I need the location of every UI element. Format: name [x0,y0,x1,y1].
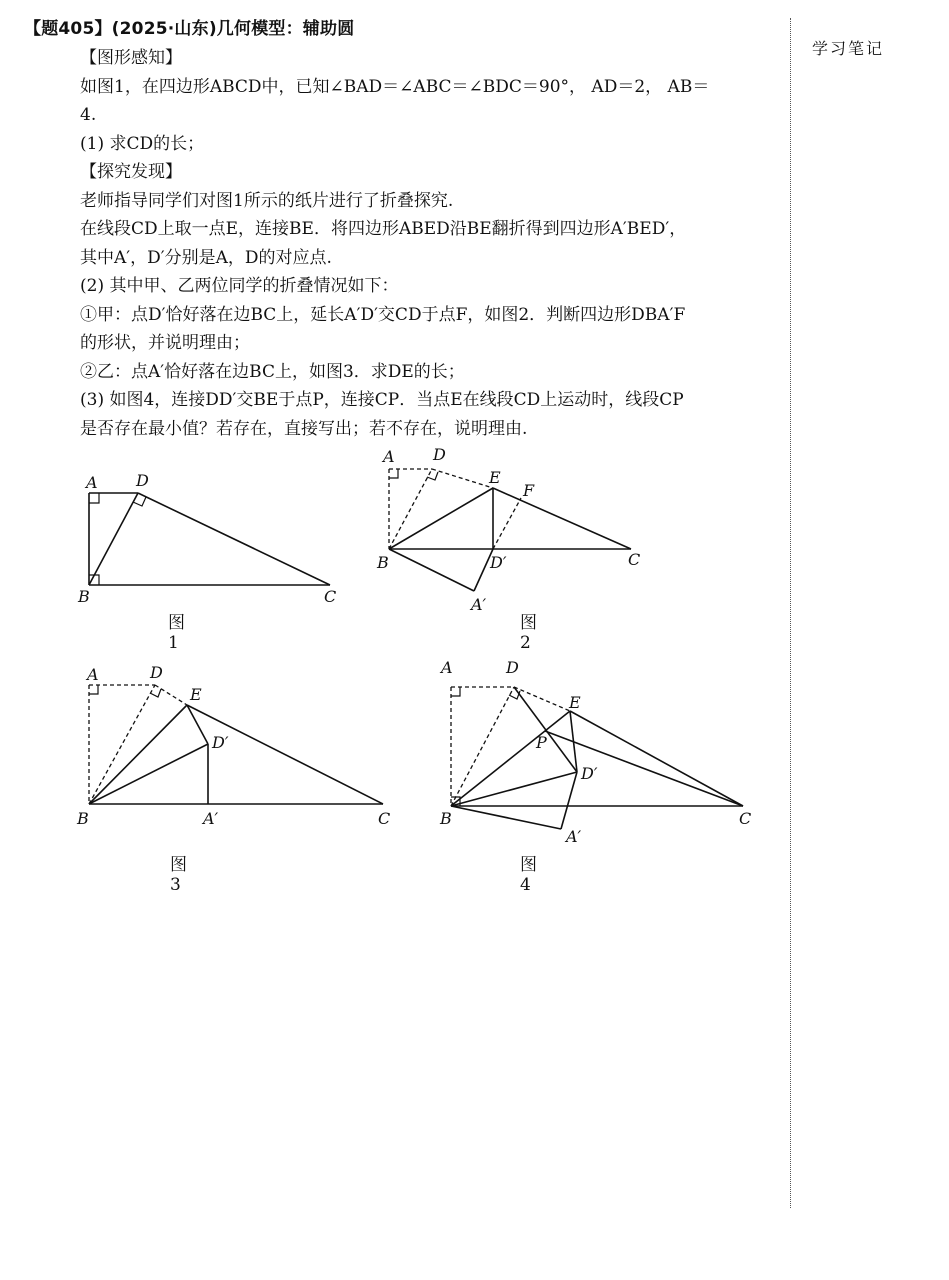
figure-4-caption: 图4 [520,855,537,895]
fig2-label-E: E [489,468,501,487]
exploration-line: 其中A′，D′分别是A，D的对应点. [80,247,332,268]
fig2-label-F: F [523,481,535,500]
section-heading-perception: 【图形感知】 [80,48,182,68]
question-2-part-a: 的形状，并说明理由； [80,333,250,353]
fig4-label-C: C [739,809,752,828]
fig3-label-C: C [378,809,391,828]
fig4-label-A: A [441,658,453,677]
question-1: (1) 求CD的长； [80,133,205,154]
figure-3-caption: 图3 [170,855,187,895]
fig2-label-C: C [628,550,641,569]
exploration-line: 老师指导同学们对图1所示的纸片进行了折叠探究. [80,190,454,211]
fig4-label-D: D [506,658,519,677]
fig1-label-C: C [324,587,337,606]
fig2-label-A-prime: A′ [471,595,487,614]
fig3-label-A: A [87,665,99,684]
exploration-line: 在线段CD上取一点E，连接BE．将四边形ABED沿BE翻折得到四边形A′BED′， [80,219,687,239]
question-2-part-a: ①甲：点D′恰好落在边BC上，延长A′D′交CD于点F，如图2．判断四边形DBA′F [80,304,686,325]
fig3-label-D-prime: D′ [212,733,229,752]
fig3-label-B: B [77,809,89,828]
section-heading-exploration: 【探究发现】 [80,162,182,182]
study-notes-label: 学习笔记 [812,39,885,58]
question-3: 是否存在最小值？若存在，直接写出；若不存在，说明理由. [80,418,528,439]
problem-statement-line: 如图1，在四边形ABCD中，已知∠BAD＝∠ABC＝∠BDC＝90°， AD＝2， AB＝ [80,76,710,97]
fig1-label-A: A [86,473,98,492]
question-2-part-b: ②乙：点A′恰好落在边BC上，如图3．求DE的长； [80,361,465,382]
fig3-label-E: E [190,685,202,704]
fig4-label-P: P [536,733,547,752]
problem-title: 【题405】(2025·山东)几何模型：辅助圆 [24,19,355,39]
fig3-label-D: D [150,663,163,682]
fig1-label-D: D [136,471,149,490]
fig2-label-D: D [433,445,446,464]
fig4-label-B: B [440,809,452,828]
figure-2-caption: 图2 [520,613,537,653]
fig4-label-E: E [569,693,581,712]
figure-1-caption: 图1 [168,613,185,653]
question-3: (3) 如图4，连接DD′交BE于点P，连接CP．当点E在线段CD上运动时，线段CP [80,390,684,410]
fig2-label-A: A [383,447,395,466]
fig4-label-A-prime: A′ [566,827,582,846]
fig4-label-D-prime: D′ [581,764,598,783]
fig1-label-B: B [78,587,90,606]
fig2-label-B: B [377,553,389,572]
fig3-label-A-prime: A′ [203,809,219,828]
fig2-label-D-prime: D′ [490,553,507,572]
question-2: (2) 其中甲、乙两位同学的折叠情况如下： [80,276,399,296]
problem-statement-line: 4. [80,105,97,125]
